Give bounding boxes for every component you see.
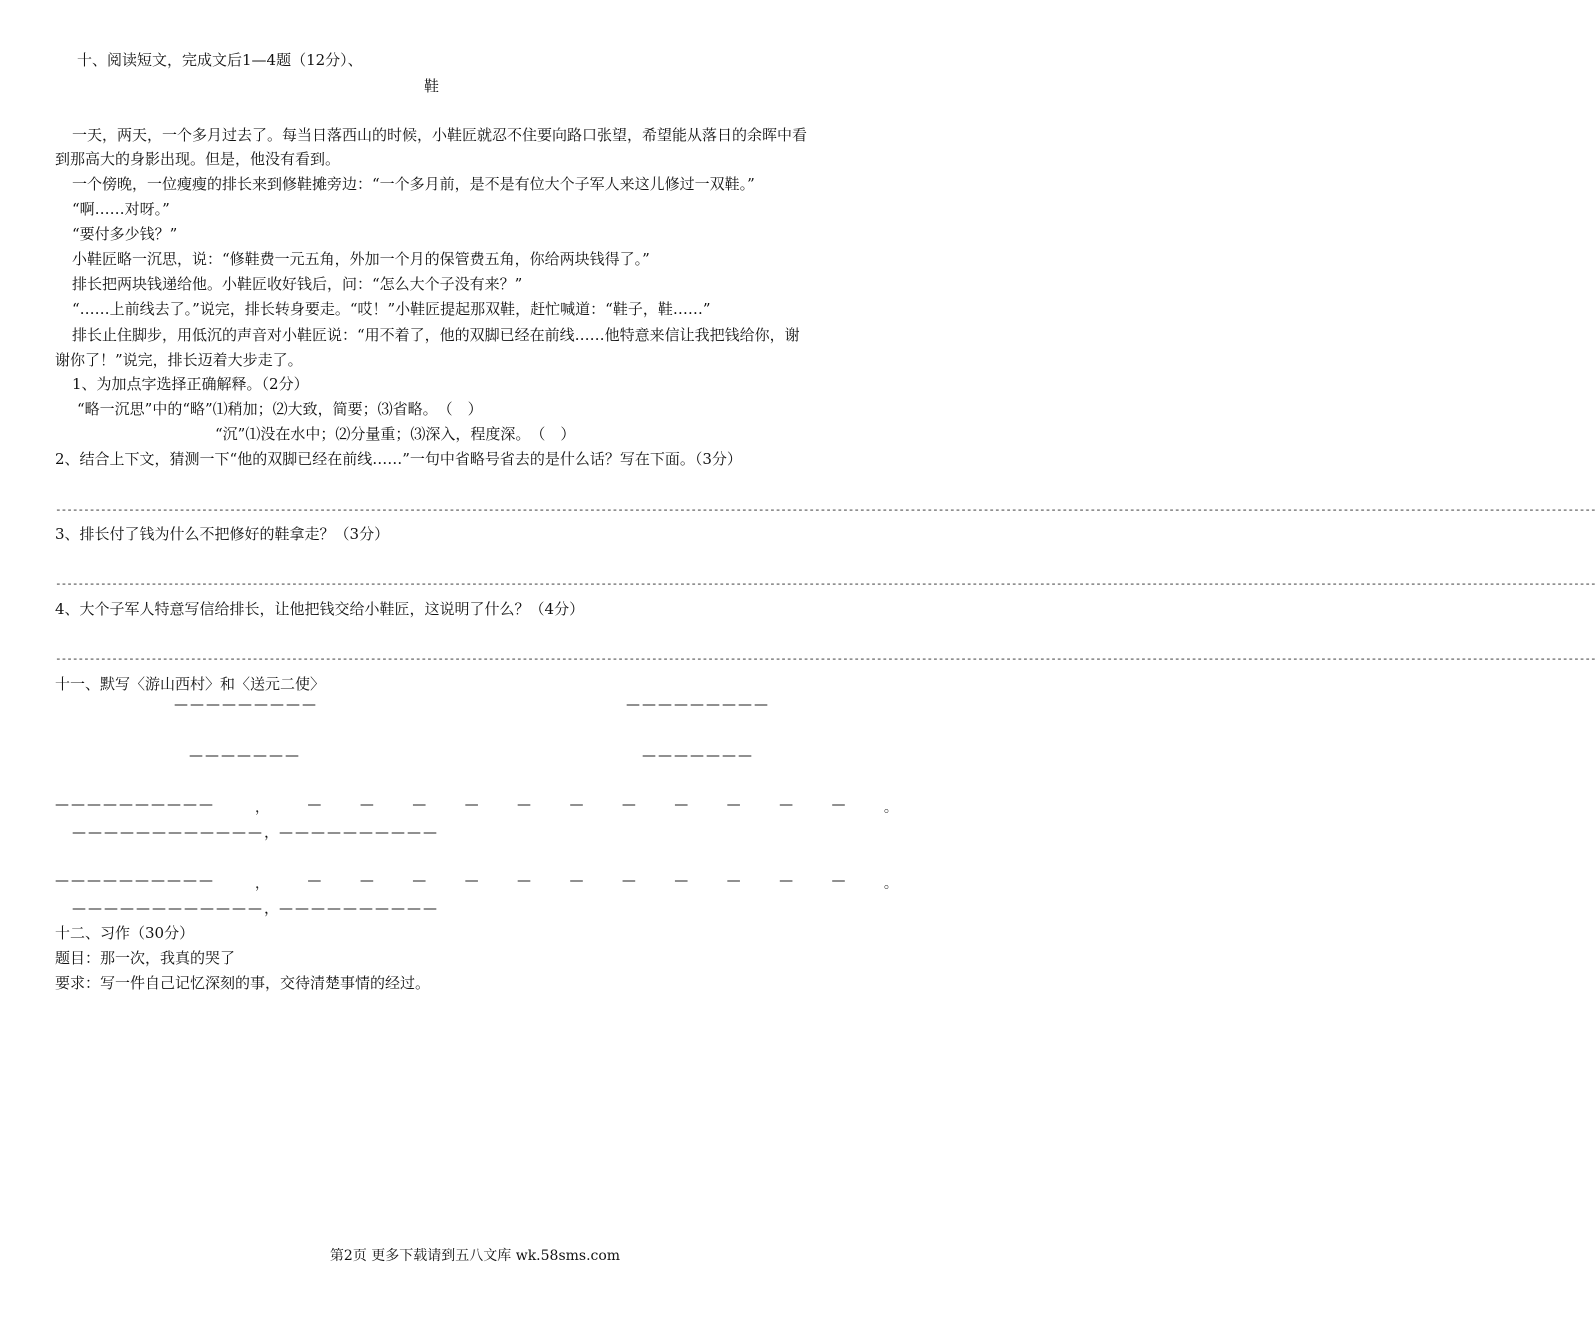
blank-segment: ———————————— xyxy=(72,825,264,841)
poem-line-blank-2[interactable] xyxy=(72,821,439,844)
blank-dash: — xyxy=(517,873,532,889)
blank-dash: — xyxy=(569,873,584,889)
answer-line-3[interactable]: ---------------------------------------------------------------------------------------------------------------------------------------------------------------------------------------------------------------------------------------------------------------------------------- xyxy=(55,577,1596,590)
passage-para-6: 排长把两块钱递给他。小鞋匠收好钱后，问：“怎么大个子没有来？” xyxy=(72,275,523,293)
question-3: 3、排长付了钱为什么不把修好的鞋拿走？（3分） xyxy=(55,525,390,543)
blank-dash: — xyxy=(674,873,689,889)
blank-dash: — xyxy=(621,797,636,813)
passage-para-5: 小鞋匠略一沉思，说：“修鞋费一元五角，外加一个月的保管费五角，你给两块钱得了。” xyxy=(72,250,650,268)
question-1: 1、为加点字选择正确解释。（2分） xyxy=(72,375,309,393)
blank-dash: — xyxy=(307,797,322,813)
blank-dash: — xyxy=(464,797,479,813)
blank-dash: — xyxy=(517,797,532,813)
blank-dash: — xyxy=(359,873,374,889)
blank-dash: — xyxy=(726,873,741,889)
poem-line-blank-spread[interactable] xyxy=(255,797,898,817)
answer-line-4[interactable]: ---------------------------------------------------------------------------------------------------------------------------------------------------------------------------------------------------------------------------------------------------------------------------------- xyxy=(55,652,1596,665)
page-footer: 第2页 更多下载请到五八文库 wk.58sms.com xyxy=(329,1248,621,1264)
comma-mark: ， xyxy=(264,823,280,841)
passage-para-1a: 一天，两天，一个多月过去了。每当日落西山的时候，小鞋匠就忍不住要向路口张望，希望能从落日的余晖中看 xyxy=(72,126,808,144)
blank-dash: — xyxy=(412,797,427,813)
blank-dash: — xyxy=(412,873,427,889)
passage-para-8a: 排长止住脚步，用低沉的声音对小鞋匠说：“用不着了，他的双脚已经在前线……他特意来信让我把钱给你，谢 xyxy=(72,326,800,344)
passage-para-8b: 谢你了！”说完，排长迈着大步走了。 xyxy=(55,351,303,369)
blank-dash: — xyxy=(779,873,794,889)
poem2-author-blank[interactable]: ——————— xyxy=(642,748,754,764)
blank-dash: — xyxy=(307,873,322,889)
poem1-title-blank[interactable]: ————————— xyxy=(174,697,318,713)
poem1-author-blank[interactable]: ——————— xyxy=(189,748,301,764)
passage-para-4: “要付多少钱？” xyxy=(72,225,178,243)
poem-line-blank[interactable]: —————————— xyxy=(55,797,215,813)
blank-dash: — xyxy=(831,797,846,813)
blank-segment: ———————————— xyxy=(72,901,264,917)
blank-dash: — xyxy=(464,873,479,889)
comma-mark: ， xyxy=(255,800,269,816)
question-1b: “沉”⑴没在水中；⑵分量重；⑶深入，程度深。 （ ） xyxy=(215,425,576,443)
section10-heading: 十、阅读短文，完成文后1—4题（12分）、 xyxy=(77,51,363,69)
period-mark: 。 xyxy=(883,800,898,816)
question-4: 4、大个子军人特意写信给排长，让他把钱交给小鞋匠，这说明了什么？（4分） xyxy=(55,600,585,618)
poem-line-blank-2[interactable] xyxy=(72,897,439,920)
essay-requirement: 要求：写一件自己记忆深刻的事，交待清楚事情的经过。 xyxy=(55,974,431,992)
period-mark: 。 xyxy=(883,876,898,892)
poem2-title-blank[interactable]: ————————— xyxy=(626,697,770,713)
poem-line-blank[interactable]: —————————— xyxy=(55,873,215,889)
passage-para-2: 一个傍晚，一位瘦瘦的排长来到修鞋摊旁边：“一个多月前，是不是有位大个子军人来这儿修过一双鞋。” xyxy=(72,175,755,193)
blank-dash: — xyxy=(726,797,741,813)
blank-dash: — xyxy=(569,797,584,813)
blank-dash: — xyxy=(359,797,374,813)
blank-dash: — xyxy=(831,873,846,889)
blank-dash: — xyxy=(621,873,636,889)
comma-mark: ， xyxy=(264,899,280,917)
passage-para-1b: 到那高大的身影出现。但是，他没有看到。 xyxy=(55,150,341,168)
comma-mark: ， xyxy=(255,876,269,892)
blank-dash: — xyxy=(674,797,689,813)
question-1a: “略一沉思”中的“略”⑴稍加；⑵大致，简要；⑶省略。 （ ） xyxy=(77,400,483,418)
blank-segment: —————————— xyxy=(279,901,440,917)
answer-line-2[interactable]: ---------------------------------------------------------------------------------------------------------------------------------------------------------------------------------------------------------------------------------------------------------------------------------- xyxy=(55,503,1596,516)
section11-heading: 十一、默写〈游山西村〉和〈送元二使〉 xyxy=(55,675,326,693)
blank-segment: —————————— xyxy=(279,825,440,841)
essay-topic: 题目：那一次，我真的哭了 xyxy=(55,949,236,967)
passage-para-7: “……上前线去了。”说完，排长转身要走。“哎！”小鞋匠提起那双鞋，赶忙喊道：“鞋子，鞋……” xyxy=(72,300,711,318)
passage-title: 鞋 xyxy=(424,77,440,95)
blank-dash: — xyxy=(779,797,794,813)
question-2: 2、结合上下文，猜测一下“他的双脚已经在前线……”一句中省略号省去的是什么话？写在下面。（3分） xyxy=(55,450,742,468)
passage-para-3: “啊……对呀。” xyxy=(72,200,170,218)
section12-heading: 十二、习作（30分） xyxy=(55,924,195,942)
poem-line-blank-spread[interactable] xyxy=(255,873,898,893)
